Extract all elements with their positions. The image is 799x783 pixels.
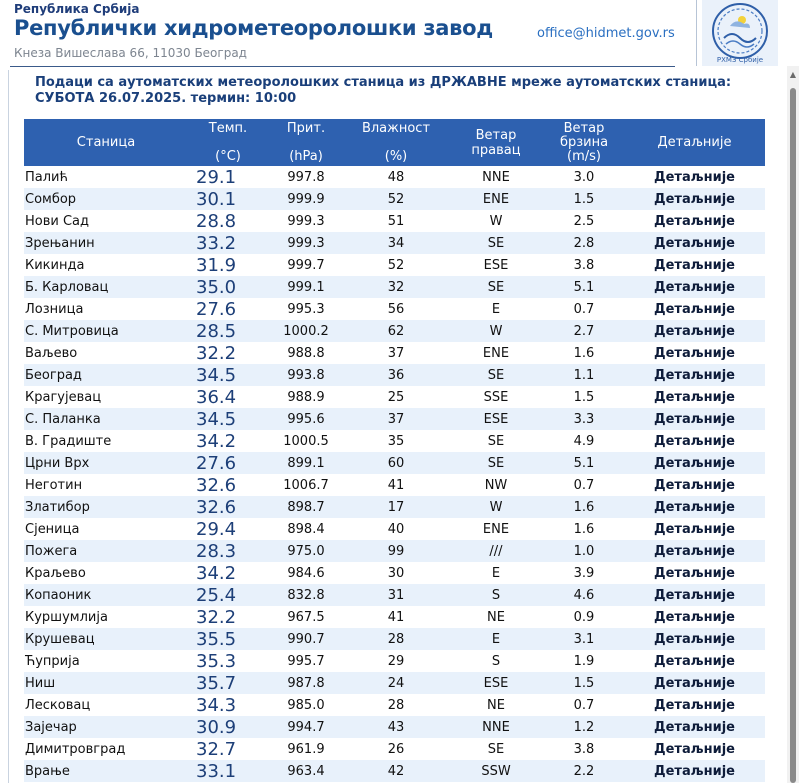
col-humidity-header: Влажност (%) <box>344 119 448 166</box>
station-name: Крагујевац <box>25 389 102 405</box>
humidity-value: 51 <box>387 213 405 229</box>
org-title[interactable]: Републички хидрометеоролошки завод <box>14 16 493 40</box>
station-name: Кикинда <box>25 257 85 273</box>
table-row <box>24 672 765 694</box>
wind-speed-value: 4.6 <box>544 584 624 606</box>
table-row <box>24 584 765 606</box>
details-link[interactable]: Детаљније <box>624 408 765 430</box>
details-link[interactable]: Детаљније <box>654 433 735 449</box>
humidity-value: 52 <box>387 257 405 273</box>
temperature-value: 32.2 <box>196 606 237 628</box>
details-link[interactable]: Детаљније <box>654 389 735 405</box>
wind-speed-value: 1.5 <box>544 188 624 210</box>
wind-direction-value: W <box>448 320 544 342</box>
wind-speed-value: 3.0 <box>573 169 595 185</box>
table-row <box>24 518 765 540</box>
wind-direction-value: E <box>448 628 544 650</box>
pressure-value: 1000.5 <box>283 433 329 449</box>
station-name: Палић <box>25 169 68 185</box>
wind-direction-value: NE <box>487 609 505 625</box>
humidity-value: 26 <box>387 741 405 757</box>
wind-speed-value: 0.7 <box>573 697 595 713</box>
humidity-value: 25 <box>387 389 405 405</box>
details-link[interactable]: Детаљније <box>624 540 765 562</box>
station-name: Копаоник <box>24 584 188 606</box>
humidity-value: 99 <box>344 540 448 562</box>
table-row <box>24 364 765 386</box>
wind-speed-value: 3.8 <box>573 741 595 757</box>
station-name: Димитровград <box>25 741 126 757</box>
wind-direction-value: ENE <box>482 521 510 537</box>
details-link[interactable]: Детаљније <box>654 741 735 757</box>
table-row <box>24 650 765 672</box>
wind-direction-value: SSE <box>483 389 509 405</box>
wind-speed-value: 1.6 <box>573 521 595 537</box>
humidity-value: 35 <box>387 433 405 449</box>
humidity-value: 41 <box>387 477 405 493</box>
temperature-value: 28.3 <box>188 540 268 562</box>
wind-direction-value: NW <box>484 477 508 493</box>
pressure-value: 985.0 <box>287 697 325 713</box>
humidity-value: 62 <box>344 320 448 342</box>
table-row <box>24 496 765 518</box>
humidity-value: 31 <box>344 584 448 606</box>
humidity-value: 24 <box>344 672 448 694</box>
temperature-value: 33.1 <box>188 760 268 782</box>
details-link[interactable]: Детаљније <box>624 584 765 606</box>
temperature-value: 32.6 <box>188 496 268 518</box>
table-row <box>24 232 765 254</box>
details-link[interactable]: Детаљније <box>654 257 735 273</box>
details-link[interactable]: Детаљније <box>624 716 765 738</box>
humidity-value: 60 <box>344 452 448 474</box>
wind-speed-value: 3.1 <box>544 628 624 650</box>
table-row <box>24 342 765 364</box>
humidity-value: 52 <box>344 188 448 210</box>
details-link[interactable]: Детаљније <box>654 213 735 229</box>
wind-speed-value: 0.7 <box>573 477 595 493</box>
details-link[interactable]: Детаљније <box>654 609 735 625</box>
table-row <box>24 276 765 298</box>
arrow-up-icon[interactable]: ▲ <box>789 70 797 79</box>
wind-speed-value: 3.3 <box>544 408 624 430</box>
humidity-value: 56 <box>387 301 405 317</box>
temperature-value: 35.0 <box>188 276 268 298</box>
table-row <box>24 694 765 716</box>
wind-direction-value: ENE <box>482 345 510 361</box>
details-link[interactable]: Детаљније <box>624 496 765 518</box>
wind-speed-value: 1.5 <box>573 389 595 405</box>
wind-speed-value: 1.9 <box>573 653 595 669</box>
pressure-value: 995.6 <box>268 408 344 430</box>
wind-direction-value: W <box>448 496 544 518</box>
col-pressure-header: Прит. (hPa) <box>268 119 344 166</box>
wind-speed-value: 1.6 <box>544 496 624 518</box>
details-link[interactable]: Детаљније <box>624 320 765 342</box>
humidity-value: 29 <box>387 653 405 669</box>
table-row <box>24 386 765 408</box>
details-link[interactable]: Детаљније <box>624 188 765 210</box>
pressure-value: 899.1 <box>268 452 344 474</box>
temperature-value: 29.1 <box>196 166 237 188</box>
wind-speed-value: 0.7 <box>573 301 595 317</box>
page-title: Подаци са аутоматских метеоролошких станица из ДРЖАВНЕ мреже аутоматских станица: <box>35 75 732 90</box>
table-row <box>24 320 765 342</box>
wind-direction-value: S <box>448 584 544 606</box>
pressure-value: 995.3 <box>287 301 325 317</box>
humidity-value: 36 <box>344 364 448 386</box>
details-link[interactable]: Детаљније <box>654 697 735 713</box>
table-row <box>24 254 765 276</box>
details-link[interactable]: Детаљније <box>654 301 735 317</box>
details-link[interactable]: Детаљније <box>654 521 735 537</box>
temperature-value: 25.4 <box>188 584 268 606</box>
pressure-value: 997.8 <box>287 169 325 185</box>
humidity-value: 37 <box>387 345 405 361</box>
wind-direction-value: NNE <box>482 169 510 185</box>
col-wind-dir-header: Ветар правац <box>448 119 544 166</box>
wind-direction-value: S <box>491 653 501 669</box>
temperature-value: 31.9 <box>196 254 237 276</box>
col-station-header: Станица <box>24 119 188 166</box>
details-link[interactable]: Детаљније <box>624 760 765 782</box>
details-link[interactable]: Детаљније <box>654 653 735 669</box>
temperature-value: 35.7 <box>188 672 268 694</box>
station-name: Пожега <box>24 540 188 562</box>
wind-speed-value: 2.7 <box>544 320 624 342</box>
table-row <box>24 562 765 584</box>
humidity-value: 42 <box>344 760 448 782</box>
wind-direction-value: SE <box>487 433 505 449</box>
temperature-value: 35.5 <box>188 628 268 650</box>
pressure-value: 967.5 <box>287 609 325 625</box>
wind-speed-value: 2.8 <box>544 232 624 254</box>
pressure-value: 1006.7 <box>283 477 329 493</box>
wind-speed-value: 5.1 <box>544 452 624 474</box>
wind-speed-value: 5.1 <box>544 276 624 298</box>
wind-speed-value: 1.6 <box>573 345 595 361</box>
details-link[interactable]: Детаљније <box>654 565 735 581</box>
wind-speed-value: 2.2 <box>544 760 624 782</box>
details-link[interactable]: Детаљније <box>624 452 765 474</box>
table-row <box>24 188 765 210</box>
details-link[interactable]: Детаљније <box>624 364 765 386</box>
pressure-value: 975.0 <box>268 540 344 562</box>
station-name: С. Паланка <box>24 408 188 430</box>
col-temp-header: Темп. (°C) <box>188 119 268 166</box>
wind-speed-value: 1.1 <box>544 364 624 386</box>
wind-direction-value: ENE <box>448 188 544 210</box>
pressure-value: 999.9 <box>268 188 344 210</box>
wind-direction-value: /// <box>448 540 544 562</box>
humidity-value: 43 <box>344 716 448 738</box>
temperature-value: 34.5 <box>188 364 268 386</box>
station-name: Лесковац <box>25 697 91 713</box>
station-name: С. Митровица <box>24 320 188 342</box>
station-name: Врање <box>24 760 188 782</box>
wind-direction-value: ESE <box>483 257 509 273</box>
humidity-value: 32 <box>344 276 448 298</box>
station-name: Ваљево <box>25 345 78 361</box>
station-name: Београд <box>24 364 188 386</box>
col-details-header: Детаљније <box>624 119 765 166</box>
temperature-value: 36.4 <box>196 386 237 408</box>
col-wind-speed-header: Ветар брзина (m/s) <box>544 119 624 166</box>
temperature-value: 28.5 <box>188 320 268 342</box>
wind-direction-value: SE <box>448 232 544 254</box>
station-name: Црни Врх <box>24 452 188 474</box>
stations-table <box>24 119 765 782</box>
pressure-value: 988.9 <box>287 389 325 405</box>
details-link[interactable]: Детаљније <box>624 672 765 694</box>
email-link[interactable]: office@hidmet.gov.rs <box>537 26 675 41</box>
wind-speed-value: 2.5 <box>573 213 595 229</box>
pressure-value: 994.7 <box>268 716 344 738</box>
table-row <box>24 760 765 782</box>
humidity-value: 37 <box>344 408 448 430</box>
temperature-value: 29.4 <box>196 518 237 540</box>
table-row <box>24 166 765 188</box>
table-row <box>24 298 765 320</box>
station-name: Златибор <box>24 496 188 518</box>
pressure-value: 988.8 <box>287 345 325 361</box>
wind-speed-value: 0.9 <box>573 609 595 625</box>
header-underline <box>10 66 675 67</box>
table-row <box>24 738 765 760</box>
table-row <box>24 210 765 232</box>
pressure-value: 999.3 <box>287 213 325 229</box>
pressure-value: 832.8 <box>268 584 344 606</box>
temperature-value: 30.1 <box>188 188 268 210</box>
details-link[interactable]: Детаљније <box>654 169 735 185</box>
details-link[interactable]: Детаљније <box>624 276 765 298</box>
wind-direction-value: SE <box>448 276 544 298</box>
wind-direction-value: ESE <box>448 408 544 430</box>
vertical-scrollbar[interactable] <box>787 66 799 783</box>
temperature-value: 27.6 <box>196 298 237 320</box>
details-link[interactable]: Детаљније <box>624 628 765 650</box>
wind-direction-value: SE <box>487 741 505 757</box>
temperature-value: 33.2 <box>188 232 268 254</box>
humidity-value: 41 <box>387 609 405 625</box>
humidity-value: 17 <box>344 496 448 518</box>
temperature-value: 32.6 <box>196 474 237 496</box>
temperature-value: 32.2 <box>196 342 237 364</box>
wind-direction-value: E <box>491 565 501 581</box>
pressure-value: 987.8 <box>268 672 344 694</box>
page-subtitle-date: СУБОТА 26.07.2025. термин: 10:00 <box>35 91 297 106</box>
pressure-value: 999.7 <box>287 257 325 273</box>
wind-speed-value: 1.5 <box>544 672 624 694</box>
wind-speed-value: 3.9 <box>573 565 595 581</box>
wind-direction-value: SE <box>448 364 544 386</box>
pressure-value: 961.9 <box>287 741 325 757</box>
wind-speed-value: 1.0 <box>544 540 624 562</box>
table-row <box>24 628 765 650</box>
pressure-value: 898.4 <box>287 521 325 537</box>
table-header-row <box>24 119 765 166</box>
station-name: Б. Карловац <box>24 276 188 298</box>
wind-speed-value: 4.9 <box>573 433 595 449</box>
temperature-value: 35.3 <box>196 650 237 672</box>
pressure-value: 984.6 <box>287 565 325 581</box>
table-row <box>24 452 765 474</box>
table-row <box>24 430 765 452</box>
wind-speed-value: 1.2 <box>544 716 624 738</box>
temperature-value: 34.3 <box>196 694 237 716</box>
temperature-value: 34.2 <box>196 562 237 584</box>
station-name: Крушевац <box>24 628 188 650</box>
table-row <box>24 716 765 738</box>
pressure-value: 999.1 <box>268 276 344 298</box>
wind-direction-value: NE <box>487 697 505 713</box>
station-name: Ниш <box>24 672 188 694</box>
wind-direction-value: ESE <box>448 672 544 694</box>
wind-speed-value: 3.8 <box>573 257 595 273</box>
table-row <box>24 474 765 496</box>
humidity-value: 40 <box>387 521 405 537</box>
temperature-value: 34.5 <box>188 408 268 430</box>
pressure-value: 993.8 <box>268 364 344 386</box>
wind-direction-value: E <box>491 301 501 317</box>
details-link[interactable]: Детаљније <box>654 477 735 493</box>
humidity-value: 28 <box>344 628 448 650</box>
temperature-value: 28.8 <box>196 210 237 232</box>
temperature-value: 34.2 <box>196 430 237 452</box>
station-name: Неготин <box>25 477 83 493</box>
pressure-value: 1000.2 <box>268 320 344 342</box>
station-name: Зајечар <box>24 716 188 738</box>
temperature-value: 27.6 <box>188 452 268 474</box>
station-name: Сјеница <box>25 521 80 537</box>
pressure-value: 963.4 <box>268 760 344 782</box>
station-name: Сомбор <box>24 188 188 210</box>
org-address: Кнеза Вишеслава 66, 11030 Београд <box>14 46 247 60</box>
humidity-value: 48 <box>387 169 405 185</box>
pressure-value: 898.7 <box>268 496 344 518</box>
details-link[interactable]: Детаљније <box>654 345 735 361</box>
wind-direction-value: SE <box>448 452 544 474</box>
station-name: Куршумлија <box>25 609 108 625</box>
header-divider <box>696 0 697 66</box>
humidity-value: 30 <box>387 565 405 581</box>
pressure-value: 999.3 <box>268 232 344 254</box>
site-header <box>0 0 799 66</box>
station-name: Ћуприја <box>25 653 80 669</box>
pressure-value: 990.7 <box>268 628 344 650</box>
wind-direction-value: SSW <box>448 760 544 782</box>
table-row <box>24 606 765 628</box>
station-name: В. Градиште <box>25 433 112 449</box>
humidity-value: 34 <box>344 232 448 254</box>
temperature-value: 30.9 <box>188 716 268 738</box>
station-name: Лозница <box>25 301 84 317</box>
table-row <box>24 408 765 430</box>
temperature-value: 32.7 <box>196 738 237 760</box>
wind-direction-value: NNE <box>448 716 544 738</box>
pressure-value: 995.7 <box>287 653 325 669</box>
rhmz-logo-icon[interactable] <box>702 0 778 66</box>
table-row <box>24 540 765 562</box>
scroll-thumb[interactable] <box>790 88 796 783</box>
humidity-value: 28 <box>387 697 405 713</box>
org-small-title: Република Србија <box>14 2 140 16</box>
wind-direction-value: W <box>489 213 503 229</box>
station-name: Нови Сад <box>25 213 90 229</box>
station-name: Зрењанин <box>24 232 188 254</box>
station-name: Краљево <box>25 565 86 581</box>
logo-text: РХМЗ Србије <box>716 56 764 64</box>
details-link[interactable]: Детаљније <box>624 232 765 254</box>
